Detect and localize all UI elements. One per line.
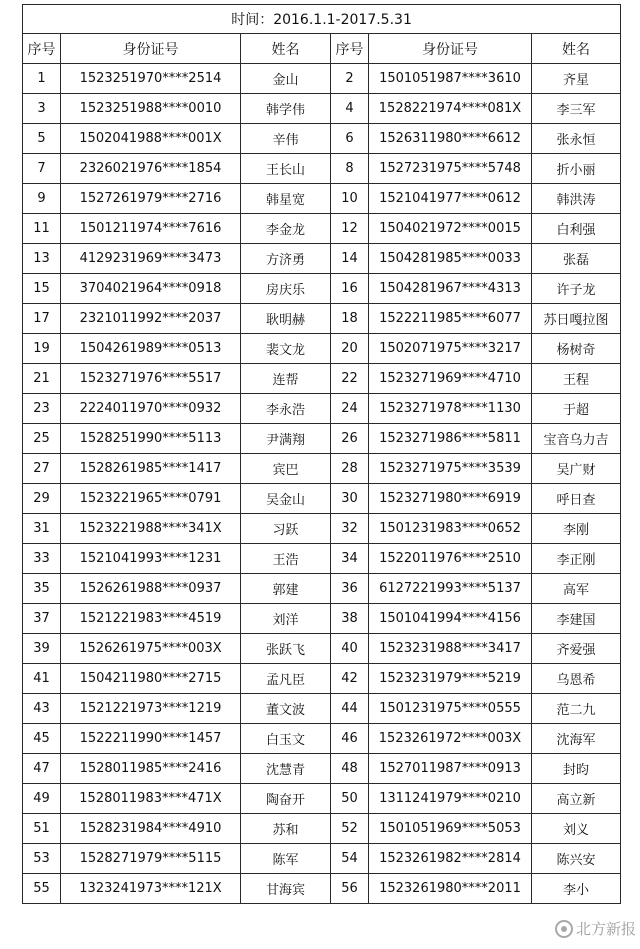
cell-seq-left: 29 (23, 484, 61, 514)
cell-id-left: 1528251990****5113 (61, 424, 241, 454)
table-row (23, 604, 621, 634)
table-row (23, 754, 621, 784)
cell-seq-right: 52 (331, 814, 369, 844)
cell-name-right: 李三军 (532, 94, 621, 124)
cell-seq-left: 19 (23, 334, 61, 364)
cell-seq-left: 45 (23, 724, 61, 754)
cell-id-right: 1523271969****4710 (369, 364, 532, 394)
cell-seq-left: 31 (23, 514, 61, 544)
cell-seq-left: 23 (23, 394, 61, 424)
cell-id-left: 1528271979****5115 (61, 844, 241, 874)
cell-id-right: 1504281967****4313 (369, 274, 532, 304)
cell-id-right: 1523231988****3417 (369, 634, 532, 664)
cell-id-left: 1528231984****4910 (61, 814, 241, 844)
cell-name-right: 王程 (532, 364, 621, 394)
cell-seq-right: 56 (331, 874, 369, 904)
cell-id-left: 1323241973****121X (61, 874, 241, 904)
table-row (23, 574, 621, 604)
table-row (23, 664, 621, 694)
cell-seq-left: 55 (23, 874, 61, 904)
table-row (23, 454, 621, 484)
cell-id-right: 1501231975****0555 (369, 694, 532, 724)
cell-id-left: 1521041993****1231 (61, 544, 241, 574)
cell-name-left: 王浩 (241, 544, 331, 574)
cell-id-left: 1523221965****0791 (61, 484, 241, 514)
cell-seq-left: 35 (23, 574, 61, 604)
cell-id-left: 1501211974****7616 (61, 214, 241, 244)
cell-seq-left: 5 (23, 124, 61, 154)
cell-name-left: 郭建 (241, 574, 331, 604)
cell-seq-right: 20 (331, 334, 369, 364)
cell-seq-right: 4 (331, 94, 369, 124)
cell-seq-right: 14 (331, 244, 369, 274)
cell-id-left: 2321011992****2037 (61, 304, 241, 334)
cell-name-left: 甘海宾 (241, 874, 331, 904)
cell-id-right: 1523261980****2011 (369, 874, 532, 904)
cell-id-left: 1523251988****0010 (61, 94, 241, 124)
table-row (23, 514, 621, 544)
table-row (23, 784, 621, 814)
cell-id-left: 1521221983****4519 (61, 604, 241, 634)
cell-seq-left: 41 (23, 664, 61, 694)
cell-seq-right: 6 (331, 124, 369, 154)
cell-name-right: 杨树奇 (532, 334, 621, 364)
cell-name-left: 韩星宽 (241, 184, 331, 214)
table-row (23, 394, 621, 424)
cell-name-right: 于超 (532, 394, 621, 424)
cell-name-left: 房庆乐 (241, 274, 331, 304)
cell-id-left: 1502041988****001X (61, 124, 241, 154)
cell-id-right: 6127221993****5137 (369, 574, 532, 604)
cell-id-left: 1504211980****2715 (61, 664, 241, 694)
cell-seq-right: 32 (331, 514, 369, 544)
cell-seq-right: 2 (331, 64, 369, 94)
cell-seq-left: 1 (23, 64, 61, 94)
cell-seq-right: 38 (331, 604, 369, 634)
cell-id-right: 1504021972****0015 (369, 214, 532, 244)
cell-name-left: 宾巴 (241, 454, 331, 484)
cell-name-left: 张跃飞 (241, 634, 331, 664)
cell-seq-right: 44 (331, 694, 369, 724)
cell-seq-right: 28 (331, 454, 369, 484)
cell-seq-right: 12 (331, 214, 369, 244)
table-row (23, 544, 621, 574)
cell-id-right: 1523271980****6919 (369, 484, 532, 514)
cell-seq-left: 39 (23, 634, 61, 664)
cell-id-right: 1523261972****003X (369, 724, 532, 754)
header-name-right: 姓名 (532, 34, 621, 64)
cell-id-left: 2224011970****0932 (61, 394, 241, 424)
cell-id-left: 1523271976****5517 (61, 364, 241, 394)
cell-name-left: 耿明赫 (241, 304, 331, 334)
table-row (23, 274, 621, 304)
cell-name-right: 韩洪涛 (532, 184, 621, 214)
cell-name-left: 辛伟 (241, 124, 331, 154)
cell-name-left: 董文波 (241, 694, 331, 724)
cell-seq-left: 13 (23, 244, 61, 274)
cell-name-right: 陈兴安 (532, 844, 621, 874)
offender-roster-table (22, 4, 621, 904)
table-row (23, 874, 621, 904)
cell-seq-right: 50 (331, 784, 369, 814)
cell-name-left: 刘洋 (241, 604, 331, 634)
cell-name-right: 刘义 (532, 814, 621, 844)
table-row (23, 724, 621, 754)
cell-name-right: 苏日嘎拉图 (532, 304, 621, 334)
table-row (23, 364, 621, 394)
cell-name-right: 齐爱强 (532, 634, 621, 664)
cell-name-left: 白玉文 (241, 724, 331, 754)
cell-name-right: 高军 (532, 574, 621, 604)
table-row (23, 424, 621, 454)
cell-id-right: 1311241979****0210 (369, 784, 532, 814)
cell-id-left: 1528011985****2416 (61, 754, 241, 784)
cell-id-right: 1501231983****0652 (369, 514, 532, 544)
cell-seq-right: 24 (331, 394, 369, 424)
cell-id-right: 1521041977****0612 (369, 184, 532, 214)
cell-seq-left: 15 (23, 274, 61, 304)
cell-id-right: 1501041994****4156 (369, 604, 532, 634)
cell-id-right: 1504281985****0033 (369, 244, 532, 274)
cell-seq-left: 43 (23, 694, 61, 724)
cell-seq-right: 46 (331, 724, 369, 754)
cell-name-left: 尹满翔 (241, 424, 331, 454)
cell-seq-right: 48 (331, 754, 369, 784)
table-row (23, 94, 621, 124)
cell-name-left: 沈慧青 (241, 754, 331, 784)
cell-name-right: 沈海军 (532, 724, 621, 754)
cell-seq-right: 30 (331, 484, 369, 514)
cell-name-left: 王长山 (241, 154, 331, 184)
table-row (23, 814, 621, 844)
cell-name-right: 李小 (532, 874, 621, 904)
cell-seq-right: 18 (331, 304, 369, 334)
table-row (23, 244, 621, 274)
cell-seq-right: 42 (331, 664, 369, 694)
cell-seq-right: 26 (331, 424, 369, 454)
table-row (23, 694, 621, 724)
cell-seq-right: 40 (331, 634, 369, 664)
cell-seq-left: 33 (23, 544, 61, 574)
cell-id-left: 1526261975****003X (61, 634, 241, 664)
cell-name-left: 方济勇 (241, 244, 331, 274)
table-row (23, 124, 621, 154)
cell-id-left: 4129231969****3473 (61, 244, 241, 274)
header-seq-left: 序号 (23, 34, 61, 64)
cell-name-right: 封昀 (532, 754, 621, 784)
cell-name-left: 陈军 (241, 844, 331, 874)
table-row (23, 844, 621, 874)
cell-name-right: 齐星 (532, 64, 621, 94)
cell-id-right: 1523231979****5219 (369, 664, 532, 694)
watermark (555, 918, 636, 939)
cell-seq-left: 17 (23, 304, 61, 334)
watermark-logo-icon (555, 920, 573, 938)
cell-name-right: 吴广财 (532, 454, 621, 484)
cell-seq-left: 9 (23, 184, 61, 214)
table-row (23, 184, 621, 214)
cell-id-right: 1523261982****2814 (369, 844, 532, 874)
cell-id-left: 1521221973****1219 (61, 694, 241, 724)
table-row (23, 214, 621, 244)
header-seq-right: 序号 (331, 34, 369, 64)
cell-id-left: 1504261989****0513 (61, 334, 241, 364)
cell-id-left: 1523221988****341X (61, 514, 241, 544)
cell-seq-right: 36 (331, 574, 369, 604)
cell-name-left: 吴金山 (241, 484, 331, 514)
cell-name-left: 裴文龙 (241, 334, 331, 364)
cell-name-left: 孟凡臣 (241, 664, 331, 694)
cell-seq-left: 47 (23, 754, 61, 784)
cell-name-right: 许子龙 (532, 274, 621, 304)
cell-id-right: 1523271975****3539 (369, 454, 532, 484)
cell-name-right: 乌恩希 (532, 664, 621, 694)
cell-id-right: 1528221974****081X (369, 94, 532, 124)
cell-id-right: 1527231975****5748 (369, 154, 532, 184)
cell-seq-left: 25 (23, 424, 61, 454)
cell-id-right: 1523271978****1130 (369, 394, 532, 424)
header-name-left: 姓名 (241, 34, 331, 64)
cell-name-left: 连帮 (241, 364, 331, 394)
cell-id-left: 1528261985****1417 (61, 454, 241, 484)
cell-seq-left: 49 (23, 784, 61, 814)
roster-body (23, 64, 621, 904)
cell-id-left: 1526261988****0937 (61, 574, 241, 604)
cell-name-right: 李正刚 (532, 544, 621, 574)
cell-id-right: 1522211985****6077 (369, 304, 532, 334)
cell-name-left: 李金龙 (241, 214, 331, 244)
cell-name-left: 陶奋开 (241, 784, 331, 814)
period-label: 时间：2016.1.1-2017.5.31 (23, 5, 621, 34)
table-row (23, 304, 621, 334)
cell-name-right: 宝音乌力吉 (532, 424, 621, 454)
cell-id-right: 1501051987****3610 (369, 64, 532, 94)
cell-seq-left: 27 (23, 454, 61, 484)
cell-id-left: 3704021964****0918 (61, 274, 241, 304)
cell-name-right: 高立新 (532, 784, 621, 814)
cell-name-left: 韩学伟 (241, 94, 331, 124)
cell-name-right: 白利强 (532, 214, 621, 244)
cell-name-right: 呼日查 (532, 484, 621, 514)
cell-id-left: 1523251970****2514 (61, 64, 241, 94)
table-row (23, 634, 621, 664)
cell-seq-left: 3 (23, 94, 61, 124)
cell-seq-right: 8 (331, 154, 369, 184)
cell-seq-left: 7 (23, 154, 61, 184)
cell-id-right: 1523271986****5811 (369, 424, 532, 454)
cell-name-right: 张磊 (532, 244, 621, 274)
cell-id-right: 1502071975****3217 (369, 334, 532, 364)
cell-id-right: 1501051969****5053 (369, 814, 532, 844)
cell-seq-left: 53 (23, 844, 61, 874)
cell-id-right: 1522011976****2510 (369, 544, 532, 574)
cell-name-left: 李永浩 (241, 394, 331, 424)
cell-name-left: 金山 (241, 64, 331, 94)
cell-seq-right: 54 (331, 844, 369, 874)
header-id-left: 身份证号 (61, 34, 241, 64)
table-row (23, 64, 621, 94)
table-row (23, 484, 621, 514)
cell-seq-right: 34 (331, 544, 369, 574)
cell-name-right: 折小丽 (532, 154, 621, 184)
table-row (23, 334, 621, 364)
title-row (23, 5, 621, 34)
cell-id-left: 1527261979****2716 (61, 184, 241, 214)
table-row (23, 154, 621, 184)
cell-name-right: 李建国 (532, 604, 621, 634)
header-row (23, 34, 621, 64)
cell-name-right: 张永恒 (532, 124, 621, 154)
cell-name-left: 习跃 (241, 514, 331, 544)
cell-seq-right: 10 (331, 184, 369, 214)
cell-name-left: 苏和 (241, 814, 331, 844)
cell-name-right: 李刚 (532, 514, 621, 544)
cell-seq-right: 22 (331, 364, 369, 394)
cell-id-right: 1526311980****6612 (369, 124, 532, 154)
cell-name-right: 范二九 (532, 694, 621, 724)
cell-id-right: 1527011987****0913 (369, 754, 532, 784)
header-id-right: 身份证号 (369, 34, 532, 64)
cell-seq-left: 11 (23, 214, 61, 244)
cell-seq-left: 51 (23, 814, 61, 844)
cell-seq-left: 21 (23, 364, 61, 394)
cell-id-left: 1528011983****471X (61, 784, 241, 814)
cell-id-left: 2326021976****1854 (61, 154, 241, 184)
cell-seq-right: 16 (331, 274, 369, 304)
cell-id-left: 1522211990****1457 (61, 724, 241, 754)
cell-seq-left: 37 (23, 604, 61, 634)
watermark-text: 北方新报 (575, 920, 636, 938)
